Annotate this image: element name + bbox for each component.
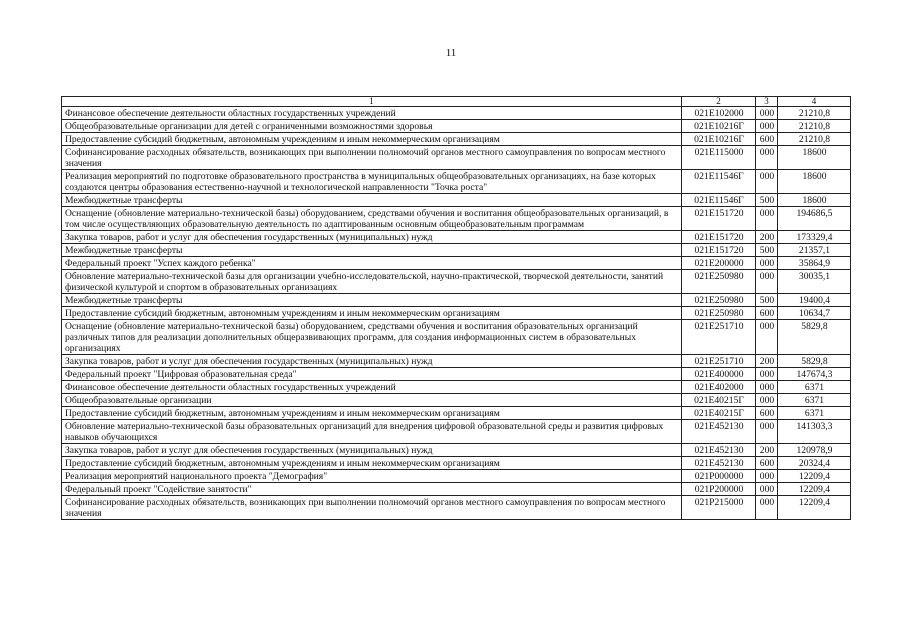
row-name-cell: Общеобразовательные организации <box>62 394 682 407</box>
row-code-cell: 021P215000 <box>682 496 756 520</box>
row-vr-cell: 200 <box>756 231 778 244</box>
table-row <box>62 320 851 355</box>
row-vr-cell: 600 <box>756 133 778 146</box>
row-name-cell: Реализация мероприятий по подготовке образовательного пространства в муниципальных общеобразовательных организациях, на базе которых создаются центры образования естественно-научной и технологической направленности "Точка роста" <box>62 170 682 194</box>
row-vr-cell: 000 <box>756 257 778 270</box>
table-row <box>62 146 851 170</box>
row-vr-cell: 000 <box>756 483 778 496</box>
row-vr-cell: 000 <box>756 170 778 194</box>
row-name-cell: Финансовое обеспечение деятельности областных государственных учреждений <box>62 381 682 394</box>
row-amount-cell: 6371 <box>778 381 851 394</box>
row-vr-cell: 000 <box>756 270 778 294</box>
row-name-cell: Софинансирование расходных обязательств, возникающих при выполнении полномочий органов местного самоуправления по вопросам местного значения <box>62 496 682 520</box>
page-number: 11 <box>445 47 457 59</box>
row-vr-cell: 000 <box>756 120 778 133</box>
row-name-cell: Предоставление субсидий бюджетным, автономным учреждениям и иным некоммерческим организациям <box>62 133 682 146</box>
row-amount-cell: 20324,4 <box>778 457 851 470</box>
row-name-cell: Предоставление субсидий бюджетным, автономным учреждениям и иным некоммерческим организациям <box>62 457 682 470</box>
row-name-cell: Федеральный проект "Успех каждого ребенка" <box>62 257 682 270</box>
table-header <box>62 97 851 107</box>
row-name-cell: Общеобразовательные организации для детей с ограниченными возможностями здоровья <box>62 120 682 133</box>
table-row <box>62 355 851 368</box>
table-row <box>62 207 851 231</box>
row-amount-cell: 12209,4 <box>778 470 851 483</box>
table-row <box>62 381 851 394</box>
table-row <box>62 496 851 520</box>
row-name-cell: Обновление материально-технической базы для организации учебно-исследовательской, научно-практической, творческой деятельности, занятий физической культурой и спортом в образовательных организациях <box>62 270 682 294</box>
table-body <box>62 107 851 520</box>
row-code-cell: 021E151720 <box>682 231 756 244</box>
row-amount-cell: 35864,9 <box>778 257 851 270</box>
row-vr-cell: 600 <box>756 307 778 320</box>
row-amount-cell: 21210,8 <box>778 133 851 146</box>
row-amount-cell: 147674,3 <box>778 368 851 381</box>
row-amount-cell: 141303,3 <box>778 420 851 444</box>
row-amount-cell: 120978,9 <box>778 444 851 457</box>
row-code-cell: 021E250980 <box>682 294 756 307</box>
table-row <box>62 231 851 244</box>
row-name-cell: Закупка товаров, работ и услуг для обеспечения государственных (муниципальных) нужд <box>62 231 682 244</box>
row-code-cell: 021E40215Г <box>682 394 756 407</box>
header-col-code: 2 <box>682 97 756 107</box>
row-name-cell: Федеральный проект "Цифровая образовательная среда" <box>62 368 682 381</box>
header-col-name: 1 <box>62 97 682 107</box>
table-row <box>62 107 851 120</box>
table-row <box>62 133 851 146</box>
row-amount-cell: 173329,4 <box>778 231 851 244</box>
row-code-cell: 021E250980 <box>682 307 756 320</box>
header-col-amount: 4 <box>778 97 851 107</box>
row-vr-cell: 500 <box>756 294 778 307</box>
row-code-cell: 021E151720 <box>682 207 756 231</box>
row-amount-cell: 194686,5 <box>778 207 851 231</box>
row-name-cell: Оснащение (обновление материально-технической базы) оборудованием, средствами обучения и воспитания общеобразовательных организаций, в том числе осуществляющих образовательную деятельность по адаптированным основным общеобразовательным программам <box>62 207 682 231</box>
row-amount-cell: 21210,8 <box>778 107 851 120</box>
row-code-cell: 021E102000 <box>682 107 756 120</box>
row-vr-cell: 000 <box>756 107 778 120</box>
row-name-cell: Межбюджетные трансферты <box>62 294 682 307</box>
table-row <box>62 483 851 496</box>
row-amount-cell: 12209,4 <box>778 483 851 496</box>
row-code-cell: 021E452130 <box>682 420 756 444</box>
row-code-cell: 021E251710 <box>682 320 756 355</box>
row-code-cell: 021E10216Г <box>682 133 756 146</box>
row-amount-cell: 18600 <box>778 146 851 170</box>
row-name-cell: Межбюджетные трансферты <box>62 244 682 257</box>
row-code-cell: 021E200000 <box>682 257 756 270</box>
row-amount-cell: 5829,8 <box>778 355 851 368</box>
row-name-cell: Реализация мероприятий национального проекта "Демография" <box>62 470 682 483</box>
header-col-vr: 3 <box>756 97 778 107</box>
row-name-cell: Федеральный проект "Содействие занятости" <box>62 483 682 496</box>
row-name-cell: Обновление материально-технической базы образовательных организаций для внедрения цифровой образовательной среды и развития цифровых навыков обучающихся <box>62 420 682 444</box>
row-code-cell: 021E452130 <box>682 457 756 470</box>
row-name-cell: Финансовое обеспечение деятельности областных государственных учреждений <box>62 107 682 120</box>
row-vr-cell: 000 <box>756 420 778 444</box>
table-row <box>62 420 851 444</box>
row-name-cell: Закупка товаров, работ и услуг для обеспечения государственных (муниципальных) нужд <box>62 355 682 368</box>
row-amount-cell: 18600 <box>778 170 851 194</box>
row-code-cell: 021E11546Г <box>682 194 756 207</box>
row-amount-cell: 18600 <box>778 194 851 207</box>
table-row <box>62 368 851 381</box>
table-row <box>62 407 851 420</box>
row-vr-cell: 500 <box>756 244 778 257</box>
row-vr-cell: 200 <box>756 355 778 368</box>
row-code-cell: 021E250980 <box>682 270 756 294</box>
header-row <box>62 97 851 107</box>
table-row <box>62 470 851 483</box>
row-name-cell: Предоставление субсидий бюджетным, автономным учреждениям и иным некоммерческим организациям <box>62 407 682 420</box>
row-code-cell: 021E251710 <box>682 355 756 368</box>
table-row <box>62 444 851 457</box>
row-amount-cell: 21357,1 <box>778 244 851 257</box>
row-amount-cell: 10634,7 <box>778 307 851 320</box>
row-code-cell: 021E10216Г <box>682 120 756 133</box>
row-name-cell: Закупка товаров, работ и услуг для обеспечения государственных (муниципальных) нужд <box>62 444 682 457</box>
row-vr-cell: 600 <box>756 457 778 470</box>
row-amount-cell: 6371 <box>778 407 851 420</box>
row-vr-cell: 000 <box>756 496 778 520</box>
table-row <box>62 457 851 470</box>
table-row <box>62 194 851 207</box>
table-row <box>62 294 851 307</box>
row-amount-cell: 19400,4 <box>778 294 851 307</box>
row-code-cell: 021E402000 <box>682 381 756 394</box>
table-row <box>62 270 851 294</box>
row-vr-cell: 500 <box>756 194 778 207</box>
row-code-cell: 021E40215Г <box>682 407 756 420</box>
row-vr-cell: 600 <box>756 407 778 420</box>
row-code-cell: 021E400000 <box>682 368 756 381</box>
row-vr-cell: 000 <box>756 368 778 381</box>
row-name-cell: Предоставление субсидий бюджетным, автономным учреждениям и иным некоммерческим организациям <box>62 307 682 320</box>
row-vr-cell: 000 <box>756 320 778 355</box>
table-row <box>62 170 851 194</box>
row-amount-cell: 21210,8 <box>778 120 851 133</box>
row-name-cell: Оснащение (обновление материально-технической базы) оборудованием, средствами обучения и воспитания образовательных организаций различных типов для реализации дополнительных общеразвивающих программ, для создания информационных систем в образовательных организациях <box>62 320 682 355</box>
row-code-cell: 021E115000 <box>682 146 756 170</box>
row-vr-cell: 000 <box>756 470 778 483</box>
table-row <box>62 257 851 270</box>
row-vr-cell: 000 <box>756 207 778 231</box>
row-amount-cell: 12209,4 <box>778 496 851 520</box>
row-amount-cell: 6371 <box>778 394 851 407</box>
budget-table <box>61 96 851 520</box>
table-row <box>62 394 851 407</box>
row-vr-cell: 000 <box>756 381 778 394</box>
row-vr-cell: 000 <box>756 146 778 170</box>
row-code-cell: 021E452130 <box>682 444 756 457</box>
row-amount-cell: 5829,8 <box>778 320 851 355</box>
row-code-cell: 021E11546Г <box>682 170 756 194</box>
row-code-cell: 021P200000 <box>682 483 756 496</box>
row-vr-cell: 200 <box>756 444 778 457</box>
table-row <box>62 307 851 320</box>
row-code-cell: 021P000000 <box>682 470 756 483</box>
row-vr-cell: 000 <box>756 394 778 407</box>
row-code-cell: 021E151720 <box>682 244 756 257</box>
row-amount-cell: 30035,1 <box>778 270 851 294</box>
row-name-cell: Межбюджетные трансферты <box>62 194 682 207</box>
table-row <box>62 244 851 257</box>
row-name-cell: Софинансирование расходных обязательств, возникающих при выполнении полномочий органов местного самоуправления по вопросам местного значения <box>62 146 682 170</box>
table-row <box>62 120 851 133</box>
